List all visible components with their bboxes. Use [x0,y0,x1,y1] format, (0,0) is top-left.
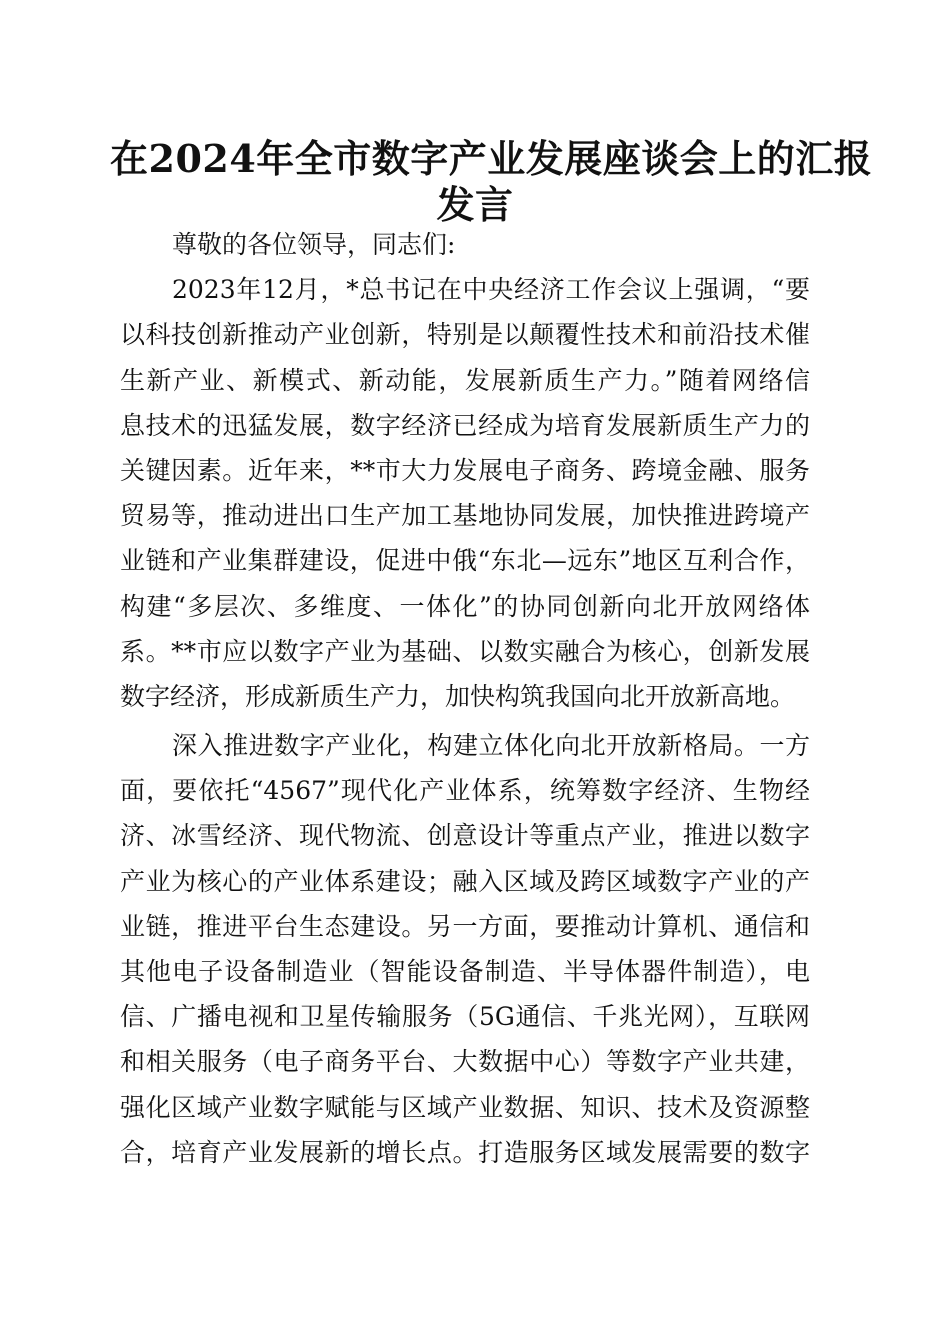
paragraph-line: 产业为核心的产业体系建设；融入区域及跨区域数字产业的产 [120,866,810,896]
paragraph-line: 系。**市应以数字产业为基础、以数实融合为核心，创新发展 [120,636,810,666]
document-title [110,136,873,228]
paragraph-line: 济、冰雪经济、现代物流、创意设计等重点产业，推进以数字 [120,821,810,851]
title-line: 在2024年全市数字产业发展座谈会上的汇报 [110,136,873,181]
paragraph-line: 其他电子设备制造业（智能设备制造、半导体器件制造），电 [120,957,810,986]
paragraph-line: 生新产业、新模式、新动能，发展新质生产力。”随着网络信 [120,365,810,395]
paragraph-line: 面，要依托“4567”现代化产业体系，统筹数字经济、生物经 [120,776,810,806]
paragraph-line: 以科技创新推动产业创新，特别是以颠覆性技术和前沿技术催 [120,320,810,350]
paragraph-line: 信、广播电视和卫星传输服务（5G通信、千兆光网），互联网 [120,1002,810,1032]
paragraph-line: 深入推进数字产业化，构建立体化向北开放新格局。一方 [172,731,810,761]
paragraph-line: 数字经济，形成新质生产力，加快构筑我国向北开放新高地。 [120,681,796,711]
paragraph-line: 合，培育产业发展新的增长点。打造服务区域发展需要的数字 [120,1137,810,1167]
paragraph-line: 2023年12月，*总书记在中央经济工作会议上强调，“要 [172,275,810,305]
title-line: 发言 [436,182,514,227]
paragraph-line: 和相关服务（电子商务平台、大数据中心）等数字产业共建， [120,1047,810,1077]
paragraph-2 [120,723,810,1175]
paragraph-line: 强化区域产业数字赋能与区域产业数据、知识、技术及资源整 [120,1092,810,1122]
document-body [120,222,810,1175]
paragraph-1 [120,267,810,719]
paragraph-line: 业链和产业集群建设，促进中俄“东北—远东”地区互利合作， [120,546,810,576]
paragraph-line: 贸易等，推动进出口生产加工基地协同发展，加快推进跨境产 [120,501,810,531]
paragraph-line: 业链，推进平台生态建设。另一方面，要推动计算机、通信和 [120,911,810,941]
paragraph-line: 构建“多层次、多维度、一体化”的协同创新向北开放网络体 [120,591,810,621]
greeting: 尊敬的各位领导，同志们: [172,230,456,259]
paragraph-line: 息技术的迅猛发展，数字经济已经成为培育发展新质生产力的 [120,410,810,440]
paragraph-line: 关键因素。近年来，**市大力发展电子商务、跨境金融、服务 [120,455,810,485]
